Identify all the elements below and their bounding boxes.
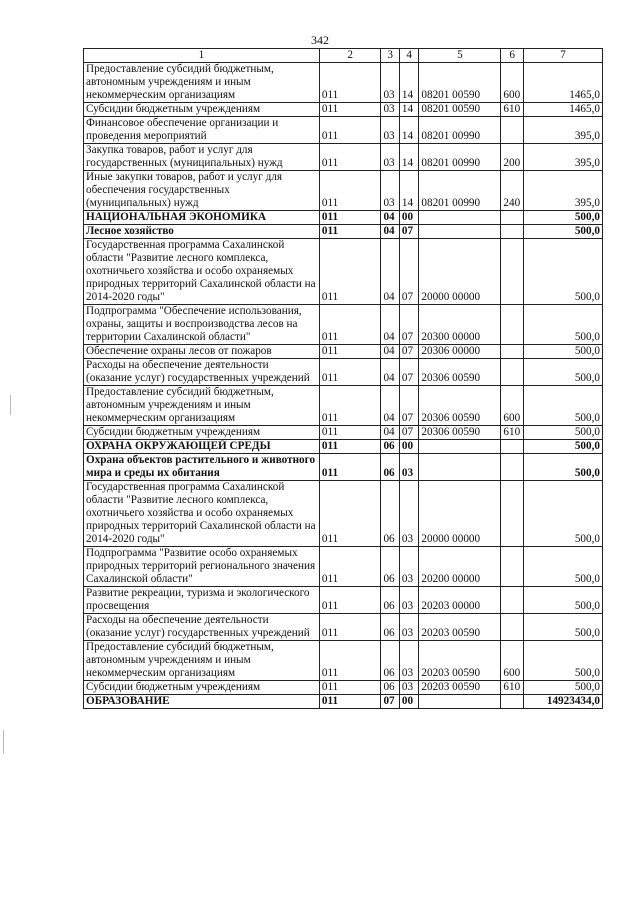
row-target-cell — [419, 211, 501, 225]
row-subsection-cell: 07 — [399, 239, 418, 305]
row-amount-cell: 500,0 — [523, 211, 602, 225]
row-subsection-cell: 03 — [399, 547, 418, 587]
row-code-cell: 011 — [319, 225, 381, 239]
row-section-cell: 04 — [381, 211, 399, 225]
row-type-cell — [501, 359, 524, 386]
row-name-cell: Обеспечение охраны лесов от пожаров — [84, 345, 320, 359]
row-subsection-cell: 07 — [399, 426, 418, 440]
row-section-cell: 04 — [381, 386, 399, 426]
row-target-cell: 20306 00590 — [419, 386, 501, 426]
row-subsection-cell: 00 — [399, 440, 418, 454]
row-target-cell: 20200 00000 — [419, 547, 501, 587]
row-amount-cell: 500,0 — [523, 681, 602, 695]
row-type-cell — [501, 440, 524, 454]
row-amount-cell: 500,0 — [523, 386, 602, 426]
row-target-cell: 20300 00000 — [419, 305, 501, 345]
row-name-cell: Предоставление субсидий бюджетным, автономным учреждениям и иным некоммерческим организациям — [84, 386, 320, 426]
row-amount-cell: 500,0 — [523, 481, 602, 547]
row-section-cell: 06 — [381, 454, 399, 481]
row-name-cell: Финансовое обеспечение организации и проведения мероприятий — [84, 117, 320, 144]
row-type-cell — [501, 239, 524, 305]
row-code-cell: 011 — [319, 144, 381, 171]
row-subsection-cell: 03 — [399, 454, 418, 481]
row-subsection-cell: 07 — [399, 225, 418, 239]
row-section-cell: 06 — [381, 641, 399, 681]
row-subsection-cell: 03 — [399, 681, 418, 695]
row-section-cell: 06 — [381, 681, 399, 695]
row-target-cell: 08201 00590 — [419, 63, 501, 103]
row-target-cell: 20306 00590 — [419, 359, 501, 386]
table-row — [84, 681, 603, 695]
row-subsection-cell: 03 — [399, 481, 418, 547]
row-name-cell: НАЦИОНАЛЬНАЯ ЭКОНОМИКА — [84, 211, 320, 225]
row-name-cell: Субсидии бюджетным учреждениям — [84, 681, 320, 695]
row-subsection-cell: 07 — [399, 386, 418, 426]
row-target-cell: 20000 00000 — [419, 481, 501, 547]
row-type-cell — [501, 117, 524, 144]
row-amount-cell: 500,0 — [523, 454, 602, 481]
budget-table-body — [84, 49, 603, 709]
row-subsection-cell: 14 — [399, 144, 418, 171]
row-section-cell: 04 — [381, 305, 399, 345]
row-amount-cell: 500,0 — [523, 305, 602, 345]
row-code-cell: 011 — [319, 481, 381, 547]
row-section-cell: 07 — [381, 695, 399, 709]
row-amount-cell: 500,0 — [523, 614, 602, 641]
row-name-cell: Иные закупки товаров, работ и услуг для обеспечения государственных (муниципальных) нужд — [84, 171, 320, 211]
row-amount-cell: 500,0 — [523, 587, 602, 614]
row-name-cell: Субсидии бюджетным учреждениям — [84, 103, 320, 117]
row-type-cell: 200 — [501, 144, 524, 171]
table-row — [84, 345, 603, 359]
row-target-cell: 20306 00590 — [419, 426, 501, 440]
row-type-cell: 240 — [501, 171, 524, 211]
row-code-cell: 011 — [319, 211, 381, 225]
row-target-cell — [419, 440, 501, 454]
row-code-cell: 011 — [319, 681, 381, 695]
row-section-cell: 04 — [381, 239, 399, 305]
row-code-cell: 011 — [319, 614, 381, 641]
row-code-cell: 011 — [319, 547, 381, 587]
row-subsection-cell: 00 — [399, 695, 418, 709]
table-row — [84, 614, 603, 641]
table-row — [84, 63, 603, 103]
table-row — [84, 211, 603, 225]
row-type-cell — [501, 614, 524, 641]
row-section-cell: 04 — [381, 426, 399, 440]
row-name-cell: Субсидии бюджетным учреждениям — [84, 426, 320, 440]
row-target-cell: 20203 00000 — [419, 587, 501, 614]
row-type-cell — [501, 547, 524, 587]
row-name-cell: Предоставление субсидий бюджетным, автономным учреждениям и иным некоммерческим организациям — [84, 63, 320, 103]
row-target-cell: 20203 00590 — [419, 614, 501, 641]
row-type-cell: 600 — [501, 386, 524, 426]
row-section-cell: 03 — [381, 63, 399, 103]
row-subsection-cell: 14 — [399, 171, 418, 211]
row-section-cell: 04 — [381, 225, 399, 239]
row-type-cell — [501, 305, 524, 345]
row-name-cell: Подпрограмма "Обеспечение использования, охраны, защиты и воспроизводства лесов на территории Сахалинской области" — [84, 305, 320, 345]
table-row — [84, 171, 603, 211]
row-section-cell: 06 — [381, 614, 399, 641]
row-type-cell: 600 — [501, 641, 524, 681]
row-type-cell — [501, 225, 524, 239]
table-row — [84, 117, 603, 144]
row-section-cell: 06 — [381, 587, 399, 614]
row-code-cell: 011 — [319, 641, 381, 681]
page-number: 342 — [311, 33, 329, 47]
table-row — [84, 305, 603, 345]
row-name-cell: Развитие рекреации, туризма и экологического просвещения — [84, 587, 320, 614]
table-row — [84, 547, 603, 587]
row-amount-cell: 500,0 — [523, 359, 602, 386]
row-target-cell — [419, 225, 501, 239]
row-amount-cell: 1465,0 — [523, 103, 602, 117]
row-amount-cell: 500,0 — [523, 547, 602, 587]
row-code-cell: 011 — [319, 103, 381, 117]
row-name-cell: Государственная программа Сахалинской области "Развитие лесного комплекса, охотничьего хозяйства и особо охраняемых природных территорий Сахалинской области на 2014-2020 годы" — [84, 481, 320, 547]
row-amount-cell: 500,0 — [523, 426, 602, 440]
row-amount-cell: 395,0 — [523, 171, 602, 211]
row-code-cell: 011 — [319, 239, 381, 305]
row-target-cell: 08201 00590 — [419, 103, 501, 117]
row-section-cell: 04 — [381, 345, 399, 359]
row-target-cell: 20203 00590 — [419, 641, 501, 681]
row-name-cell: Расходы на обеспечение деятельности (оказание услуг) государственных учреждений — [84, 614, 320, 641]
row-amount-cell: 500,0 — [523, 239, 602, 305]
row-type-cell: 610 — [501, 681, 524, 695]
row-section-cell: 06 — [381, 481, 399, 547]
row-subsection-cell: 03 — [399, 614, 418, 641]
row-type-cell: 600 — [501, 63, 524, 103]
row-section-cell: 03 — [381, 103, 399, 117]
row-type-cell: 610 — [501, 103, 524, 117]
table-row — [84, 695, 603, 709]
row-code-cell: 011 — [319, 305, 381, 345]
row-name-cell: Предоставление субсидий бюджетным, автономным учреждениям и иным некоммерческим организациям — [84, 641, 320, 681]
table-row — [84, 386, 603, 426]
row-subsection-cell: 07 — [399, 305, 418, 345]
row-code-cell: 011 — [319, 171, 381, 211]
row-name-cell: Расходы на обеспечение деятельности (оказание услуг) государственных учреждений — [84, 359, 320, 386]
row-code-cell: 011 — [319, 359, 381, 386]
row-amount-cell: 14923434,0 — [523, 695, 602, 709]
header-cell: 7 — [523, 49, 602, 63]
table-row — [84, 144, 603, 171]
row-type-cell — [501, 587, 524, 614]
table-row — [84, 426, 603, 440]
row-target-cell: 20306 00000 — [419, 345, 501, 359]
row-subsection-cell: 14 — [399, 103, 418, 117]
header-cell: 4 — [399, 49, 418, 63]
row-code-cell: 011 — [319, 117, 381, 144]
row-name-cell: Подпрограмма "Развитие особо охраняемых природных территорий регионального значения Сахалинской области" — [84, 547, 320, 587]
row-name-cell: Государственная программа Сахалинской области "Развитие лесного комплекса, охотничьего хозяйства и особо охраняемых природных территорий Сахалинской области на 2014-2020 годы" — [84, 239, 320, 305]
row-target-cell: 20203 00590 — [419, 681, 501, 695]
table-row — [84, 454, 603, 481]
header-cell: 1 — [84, 49, 320, 63]
row-name-cell: Закупка товаров, работ и услуг для государственных (муниципальных) нужд — [84, 144, 320, 171]
row-type-cell — [501, 211, 524, 225]
row-target-cell: 08201 00990 — [419, 171, 501, 211]
row-name-cell: Охрана объектов растительного и животного мира и среды их обитания — [84, 454, 320, 481]
row-code-cell: 011 — [319, 695, 381, 709]
row-subsection-cell: 14 — [399, 63, 418, 103]
table-row — [84, 641, 603, 681]
header-cell: 5 — [419, 49, 501, 63]
header-cell: 2 — [319, 49, 381, 63]
row-type-cell — [501, 481, 524, 547]
row-name-cell: ОБРАЗОВАНИЕ — [84, 695, 320, 709]
row-amount-cell: 395,0 — [523, 117, 602, 144]
scan-edge-mark — [10, 395, 11, 415]
row-subsection-cell: 07 — [399, 345, 418, 359]
header-row — [84, 49, 603, 63]
table-row — [84, 587, 603, 614]
row-amount-cell: 500,0 — [523, 440, 602, 454]
row-code-cell: 011 — [319, 386, 381, 426]
table-row — [84, 225, 603, 239]
table-row — [84, 103, 603, 117]
row-section-cell: 03 — [381, 117, 399, 144]
table-row — [84, 239, 603, 305]
row-amount-cell: 500,0 — [523, 641, 602, 681]
row-target-cell — [419, 454, 501, 481]
row-amount-cell: 1465,0 — [523, 63, 602, 103]
row-target-cell: 08201 00990 — [419, 117, 501, 144]
row-code-cell: 011 — [319, 345, 381, 359]
row-section-cell: 03 — [381, 171, 399, 211]
table-row — [84, 440, 603, 454]
row-code-cell: 011 — [319, 63, 381, 103]
row-type-cell: 610 — [501, 426, 524, 440]
row-name-cell: ОХРАНА ОКРУЖАЮЩЕЙ СРЕДЫ — [84, 440, 320, 454]
row-section-cell: 03 — [381, 144, 399, 171]
row-type-cell — [501, 695, 524, 709]
row-type-cell — [501, 345, 524, 359]
row-amount-cell: 500,0 — [523, 225, 602, 239]
row-target-cell: 20000 00000 — [419, 239, 501, 305]
row-subsection-cell: 03 — [399, 587, 418, 614]
row-section-cell: 04 — [381, 359, 399, 386]
row-section-cell: 06 — [381, 440, 399, 454]
row-target-cell: 08201 00990 — [419, 144, 501, 171]
header-cell: 3 — [381, 49, 399, 63]
row-section-cell: 06 — [381, 547, 399, 587]
row-amount-cell: 500,0 — [523, 345, 602, 359]
row-subsection-cell: 14 — [399, 117, 418, 144]
row-subsection-cell: 07 — [399, 359, 418, 386]
scan-edge-mark — [3, 730, 4, 754]
row-amount-cell: 395,0 — [523, 144, 602, 171]
row-subsection-cell: 00 — [399, 211, 418, 225]
row-code-cell: 011 — [319, 587, 381, 614]
row-type-cell — [501, 454, 524, 481]
row-code-cell: 011 — [319, 426, 381, 440]
budget-table — [83, 48, 603, 709]
table-row — [84, 481, 603, 547]
row-subsection-cell: 03 — [399, 641, 418, 681]
row-code-cell: 011 — [319, 440, 381, 454]
row-name-cell: Лесное хозяйство — [84, 225, 320, 239]
row-code-cell: 011 — [319, 454, 381, 481]
table-row — [84, 359, 603, 386]
row-target-cell — [419, 695, 501, 709]
header-cell: 6 — [501, 49, 524, 63]
